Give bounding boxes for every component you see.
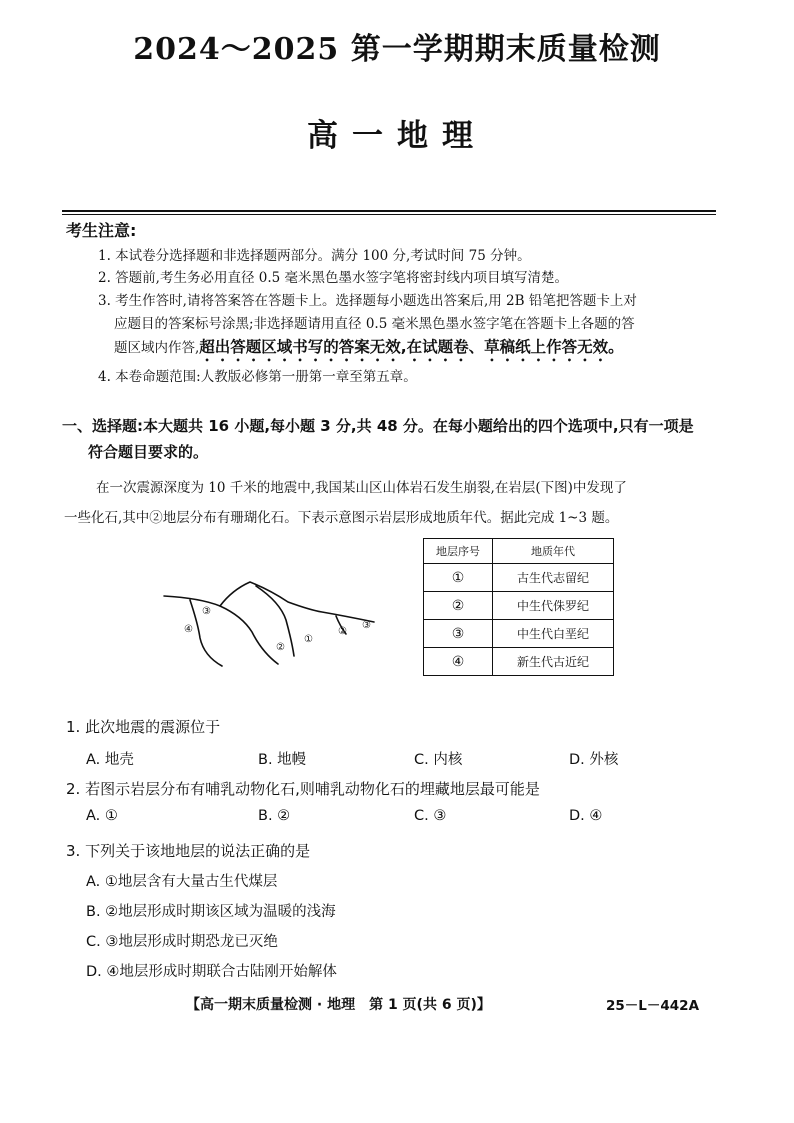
notice-item-3: 3. 考生作答时,请将答案答在答题卡上。选择题每小题选出答案后,用 2B 铅笔把答题卡上对 xyxy=(98,293,637,309)
table-cell: 新生代古近纪 xyxy=(493,648,614,676)
table-row xyxy=(424,620,614,648)
question-2-stem: 2. 若图示岩层分布有哺乳动物化石,则哺乳动物化石的埋藏地层最可能是 xyxy=(66,780,540,798)
table-row xyxy=(424,564,614,592)
exam-title: 2024～2025 第一学期期末质量检测 xyxy=(133,32,661,67)
section-heading: 一、选择题:本大题共 16 小题,每小题 3 分,共 48 分。在每小题给出的四个选项中,只有一项是 xyxy=(62,417,694,435)
figure-label-3-left: ③ xyxy=(202,606,211,617)
stratum-boundary-3 xyxy=(256,586,294,656)
notice-heading: 考生注意: xyxy=(66,221,137,240)
divider-thick xyxy=(62,210,716,212)
notice-item-2: 2. 答题前,考生务必用直径 0.5 毫米黑色墨水签字笔将密封线内项目填写清楚。 xyxy=(98,270,569,286)
question-2-option-b: B. ② xyxy=(258,808,291,824)
divider-thin xyxy=(62,214,716,215)
question-1-option-c: C. 内核 xyxy=(414,752,463,768)
paper-code: 25－L－442A xyxy=(606,998,700,1014)
exam-subject: 高一地理 xyxy=(307,118,487,154)
intro-line-1: 在一次震源深度为 10 千米的地震中,我国某山区山体岩石发生崩裂,在岩层(下图)中发现了 xyxy=(96,480,627,496)
question-1-option-d: D. 外核 xyxy=(569,752,619,768)
notice-item-3-end xyxy=(114,336,718,365)
notice-item-3-end-text: 题区域内作答, xyxy=(114,340,200,356)
figure-label-1: ① xyxy=(304,634,313,645)
notice-item-4: 4. 本卷命题范围:人教版必修第一册第一章至第五章。 xyxy=(98,369,417,385)
table-cell: ④ xyxy=(424,648,493,676)
question-3-stem: 3. 下列关于该地地层的说法正确的是 xyxy=(66,842,311,860)
question-3-option-a: A. ①地层含有大量古生代煤层 xyxy=(86,874,278,890)
table-header-cell: 地质年代 xyxy=(493,539,614,564)
question-2-option-a: A. ① xyxy=(86,808,118,824)
question-3-option-b: B. ②地层形成时期该区域为温暖的浅海 xyxy=(86,904,336,920)
table-cell: 古生代志留纪 xyxy=(493,564,614,592)
figure-label-2-left: ② xyxy=(276,642,285,653)
intro-line-2: 一些化石,其中②地层分布有珊瑚化石。下表示意图示岩层形成地质年代。据此完成 1~3 题。 xyxy=(64,510,619,526)
table-header-row xyxy=(424,539,614,564)
figure-label-3-right: ③ xyxy=(362,620,371,631)
section-heading-cont: 符合题目要求的。 xyxy=(88,443,209,461)
notice-item-1: 1. 本试卷分选择题和非选择题两部分。满分 100 分,考试时间 75 分钟。 xyxy=(98,248,531,264)
strata-age-table xyxy=(423,538,614,676)
table-cell: ② xyxy=(424,592,493,620)
table-header-cell: 地层序号 xyxy=(424,539,493,564)
stratum-boundary-2 xyxy=(220,606,278,664)
table-row xyxy=(424,648,614,676)
figure-label-2-right: ② xyxy=(338,626,347,637)
question-2-option-d: D. ④ xyxy=(569,808,603,824)
table-row xyxy=(424,592,614,620)
question-3-option-c: C. ③地层形成时期恐龙已灭绝 xyxy=(86,934,278,950)
question-2-option-c: C. ③ xyxy=(414,808,447,824)
question-3-option-d: D. ④地层形成时期联合古陆刚开始解体 xyxy=(86,964,337,980)
question-1-option-b: B. 地幔 xyxy=(258,752,307,768)
notice-item-3-cont: 应题目的答案标号涂黑;非选择题请用直径 0.5 毫米黑色墨水签字笔在答题卡上各题的答 xyxy=(114,316,635,332)
figure-label-4: ④ xyxy=(184,624,193,635)
question-1-stem: 1. 此次地震的震源位于 xyxy=(66,718,221,736)
question-1-option-a: A. 地壳 xyxy=(86,752,134,768)
page-footer: 【高一期末质量检测 · 地理 第 1 页(共 6 页)】 xyxy=(186,997,491,1013)
table-cell: ① xyxy=(424,564,493,592)
notice-warning: 超出答题区域书写的答案无效,在试题卷、草稿纸上作答无效。 xyxy=(199,338,624,356)
table-cell: 中生代白垩纪 xyxy=(493,620,614,648)
strata-diagram xyxy=(160,576,380,668)
table-cell: 中生代侏罗纪 xyxy=(493,592,614,620)
table-cell: ③ xyxy=(424,620,493,648)
